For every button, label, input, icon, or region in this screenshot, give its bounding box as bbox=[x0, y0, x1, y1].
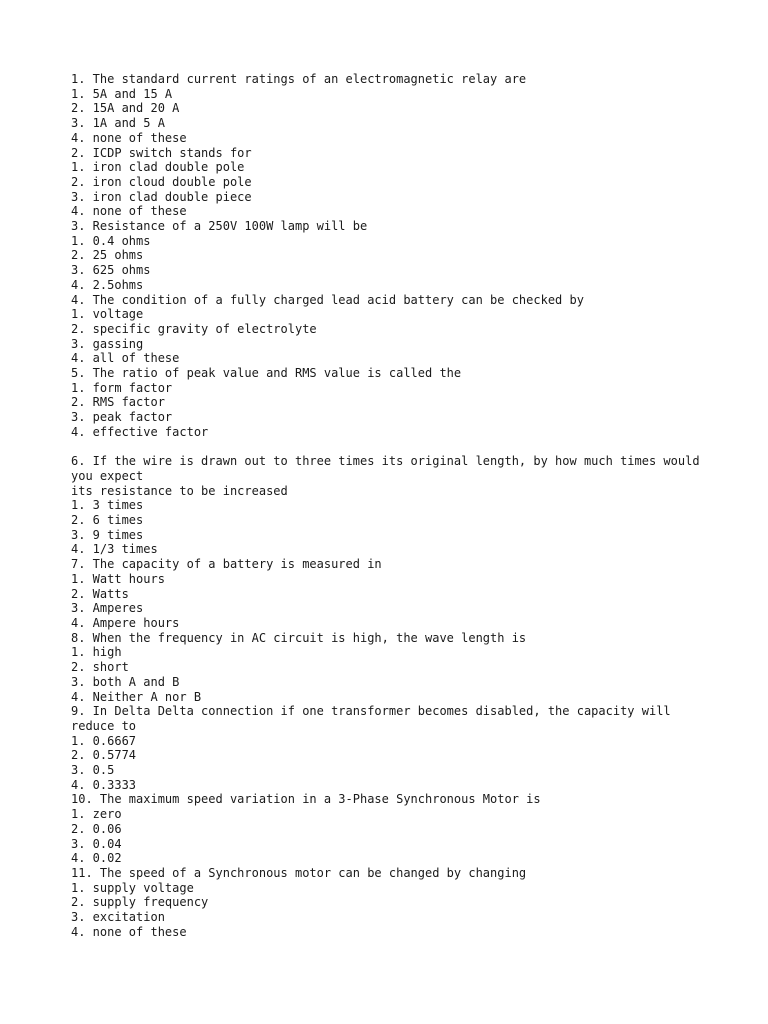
option-line: 2. specific gravity of electrolyte bbox=[71, 321, 317, 336]
document-page bbox=[71, 72, 711, 939]
option-line: 2. 25 ohms bbox=[71, 248, 144, 263]
question-line-continued: its resistance to be increased bbox=[71, 483, 288, 498]
option-line: 1. zero bbox=[71, 807, 122, 822]
option-line: 1. form factor bbox=[71, 380, 173, 395]
option-line: 4. 2.5ohms bbox=[71, 277, 144, 292]
question-line: 11. The speed of a Synchronous motor can be changed by changing bbox=[71, 865, 527, 880]
option-line: 2. 0.06 bbox=[71, 821, 122, 836]
option-line: 1. high bbox=[71, 645, 122, 660]
option-line: 3. 1A and 5 A bbox=[71, 116, 165, 131]
option-line: 3. both A and B bbox=[71, 674, 180, 689]
question-line: 9. In Delta Delta connection if one transformer becomes disabled, the capacity will reduce to bbox=[71, 704, 678, 733]
option-line: 2. RMS factor bbox=[71, 395, 165, 410]
option-line: 4. effective factor bbox=[71, 424, 209, 439]
option-line: 2. 15A and 20 A bbox=[71, 101, 180, 116]
option-line: 3. 0.5 bbox=[71, 763, 115, 778]
option-line: 4. 0.02 bbox=[71, 851, 122, 866]
text-block-1 bbox=[71, 72, 711, 440]
blank-line bbox=[71, 440, 711, 455]
option-line: 2. short bbox=[71, 660, 129, 675]
option-line: 4. none of these bbox=[71, 924, 187, 939]
option-line: 1. 0.6667 bbox=[71, 733, 137, 748]
option-line: 3. 0.04 bbox=[71, 836, 122, 851]
option-line: 1. 3 times bbox=[71, 498, 144, 513]
option-line: 3. iron clad double piece bbox=[71, 189, 252, 204]
text-block-2 bbox=[71, 454, 711, 939]
option-line: 3. 625 ohms bbox=[71, 263, 151, 278]
option-line: 3. 9 times bbox=[71, 527, 144, 542]
option-line: 2. 0.5774 bbox=[71, 748, 137, 763]
question-line: 1. The standard current ratings of an electromagnetic relay are bbox=[71, 72, 527, 86]
option-line: 1. voltage bbox=[71, 307, 144, 322]
option-line: 4. 1/3 times bbox=[71, 542, 158, 557]
option-line: 1. Watt hours bbox=[71, 571, 165, 586]
question-line: 5. The ratio of peak value and RMS value is called the bbox=[71, 366, 462, 381]
option-line: 4. all of these bbox=[71, 351, 180, 366]
question-line: 2. ICDP switch stands for bbox=[71, 145, 252, 160]
option-line: 1. iron clad double pole bbox=[71, 160, 245, 175]
option-line: 2. supply frequency bbox=[71, 895, 209, 910]
question-line: 4. The condition of a fully charged lead acid battery can be checked by bbox=[71, 292, 584, 307]
option-line: 4. Neither A nor B bbox=[71, 689, 202, 704]
question-line: 10. The maximum speed variation in a 3-Phase Synchronous Motor is bbox=[71, 792, 541, 807]
question-line: 7. The capacity of a battery is measured in bbox=[71, 557, 382, 572]
option-line: 4. 0.3333 bbox=[71, 777, 137, 792]
option-line: 1. 0.4 ohms bbox=[71, 233, 151, 248]
question-line: 8. When the frequency in AC circuit is high, the wave length is bbox=[71, 630, 527, 645]
question-line: 3. Resistance of a 250V 100W lamp will be bbox=[71, 219, 368, 234]
option-line: 3. peak factor bbox=[71, 410, 173, 425]
option-line: 2. iron cloud double pole bbox=[71, 174, 252, 189]
option-line: 3. gassing bbox=[71, 336, 144, 351]
question-line: 6. If the wire is drawn out to three times its original length, by how much times would you expect bbox=[71, 454, 707, 483]
option-line: 3. Amperes bbox=[71, 601, 144, 616]
option-line: 2. Watts bbox=[71, 586, 129, 601]
option-line: 1. supply voltage bbox=[71, 880, 194, 895]
option-line: 4. none of these bbox=[71, 130, 187, 145]
option-line: 4. Ampere hours bbox=[71, 616, 180, 630]
option-line: 3. excitation bbox=[71, 910, 165, 925]
option-line: 2. 6 times bbox=[71, 513, 144, 528]
option-line: 1. 5A and 15 A bbox=[71, 86, 173, 101]
option-line: 4. none of these bbox=[71, 204, 187, 219]
